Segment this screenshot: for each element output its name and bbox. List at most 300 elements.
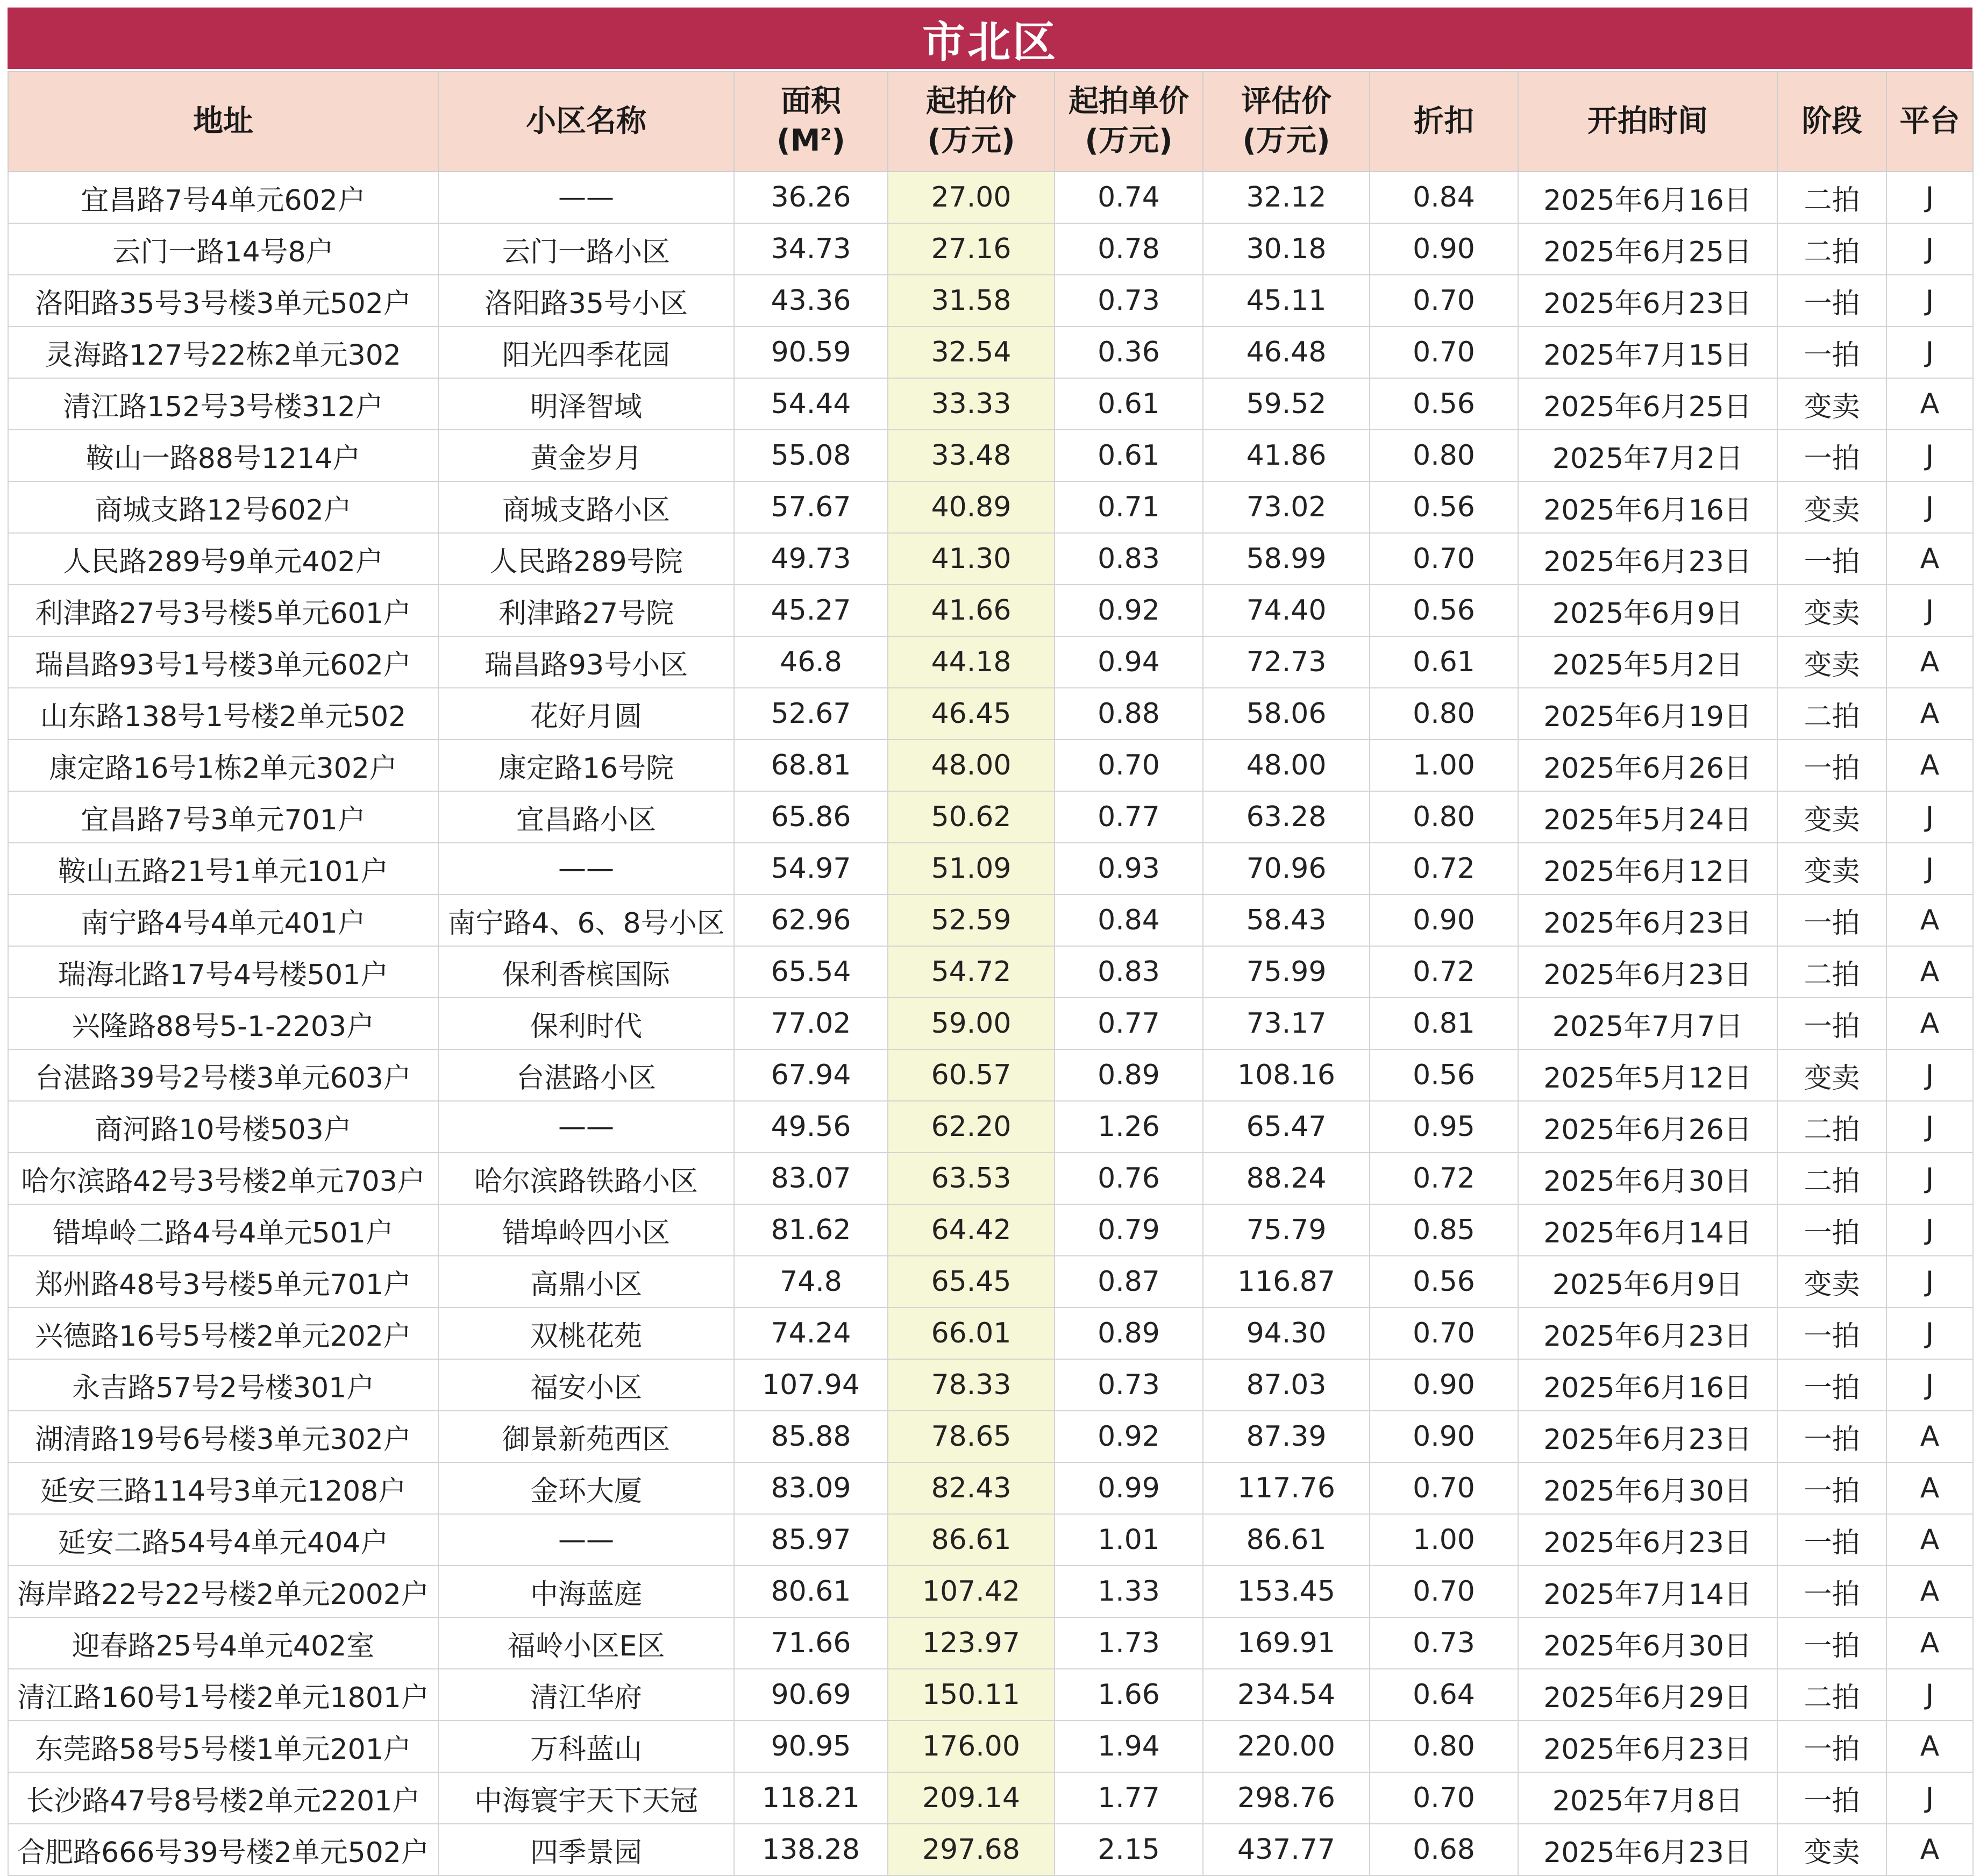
auction-date-cell: 2025年5月12日 bbox=[1518, 1049, 1777, 1101]
stage-cell: 一拍 bbox=[1777, 998, 1886, 1049]
discount-cell: 0.70 bbox=[1370, 1566, 1518, 1617]
start-price-cell: 297.68 bbox=[888, 1824, 1055, 1875]
discount-cell: 0.56 bbox=[1370, 378, 1518, 430]
table-row bbox=[8, 894, 1973, 946]
table-row bbox=[8, 378, 1973, 430]
address-cell: 山东路138号1号楼2单元502 bbox=[8, 688, 438, 740]
auction-date-cell: 2025年6月9日 bbox=[1518, 585, 1777, 636]
eval-price-cell: 30.18 bbox=[1203, 223, 1370, 275]
unit-price-cell: 1.66 bbox=[1055, 1669, 1203, 1721]
stage-cell: 变卖 bbox=[1777, 843, 1886, 894]
platform-cell: A bbox=[1886, 688, 1973, 740]
community-cell: 金环大厦 bbox=[438, 1462, 734, 1514]
auction-date-cell: 2025年6月23日 bbox=[1518, 1411, 1777, 1462]
auction-date-cell: 2025年6月23日 bbox=[1518, 946, 1777, 998]
auction-date-cell: 2025年6月26日 bbox=[1518, 1101, 1777, 1153]
auction-date-cell: 2025年7月8日 bbox=[1518, 1772, 1777, 1824]
unit-price-cell: 0.36 bbox=[1055, 326, 1203, 378]
table-row bbox=[8, 1204, 1973, 1256]
start-price-cell: 63.53 bbox=[888, 1153, 1055, 1204]
table-row bbox=[8, 1669, 1973, 1721]
eval-price-cell: 75.79 bbox=[1203, 1204, 1370, 1256]
eval-price-cell: 298.76 bbox=[1203, 1772, 1370, 1824]
eval-price-cell: 45.11 bbox=[1203, 275, 1370, 326]
stage-cell: 一拍 bbox=[1777, 326, 1886, 378]
stage-cell: 变卖 bbox=[1777, 481, 1886, 533]
address-cell: 南宁路4号4单元401户 bbox=[8, 894, 438, 946]
area-cell: 74.24 bbox=[734, 1307, 888, 1359]
stage-cell: 一拍 bbox=[1777, 1411, 1886, 1462]
unit-price-cell: 1.73 bbox=[1055, 1617, 1203, 1669]
unit-price-cell: 0.79 bbox=[1055, 1204, 1203, 1256]
area-cell: 90.59 bbox=[734, 326, 888, 378]
eval-price-cell: 59.52 bbox=[1203, 378, 1370, 430]
eval-price-cell: 88.24 bbox=[1203, 1153, 1370, 1204]
header-area: 面积 $(M^2)$ bbox=[734, 72, 888, 172]
start-price-cell: 31.58 bbox=[888, 275, 1055, 326]
auction-date-cell: 2025年5月24日 bbox=[1518, 791, 1777, 843]
unit-price-cell: 0.89 bbox=[1055, 1307, 1203, 1359]
stage-cell: 一拍 bbox=[1777, 1462, 1886, 1514]
area-cell: 71.66 bbox=[734, 1617, 888, 1669]
area-cell: 90.69 bbox=[734, 1669, 888, 1721]
platform-cell: J bbox=[1886, 843, 1973, 894]
community-cell: 万科蓝山 bbox=[438, 1721, 734, 1772]
auction-sheet bbox=[8, 8, 1972, 1876]
unit-price-cell: 1.94 bbox=[1055, 1721, 1203, 1772]
community-cell: 高鼎小区 bbox=[438, 1256, 734, 1307]
area-cell: 54.44 bbox=[734, 378, 888, 430]
community-cell: 双桃花苑 bbox=[438, 1307, 734, 1359]
address-cell: 清江路160号1号楼2单元1801户 bbox=[8, 1669, 438, 1721]
address-cell: 合肥路666号39号楼2单元502户 bbox=[8, 1824, 438, 1875]
address-cell: 长沙路47号8号楼2单元2201户 bbox=[8, 1772, 438, 1824]
discount-cell: 0.70 bbox=[1370, 275, 1518, 326]
eval-price-cell: 108.16 bbox=[1203, 1049, 1370, 1101]
unit-price-cell: 1.26 bbox=[1055, 1101, 1203, 1153]
eval-price-cell: 73.02 bbox=[1203, 481, 1370, 533]
table-row bbox=[8, 843, 1973, 894]
eval-price-cell: 32.12 bbox=[1203, 172, 1370, 223]
address-cell: 洛阳路35号3号楼3单元502户 bbox=[8, 275, 438, 326]
address-cell: 兴隆路88号5-1-2203户 bbox=[8, 998, 438, 1049]
area-cell: 81.62 bbox=[734, 1204, 888, 1256]
unit-price-cell: 0.88 bbox=[1055, 688, 1203, 740]
discount-cell: 1.00 bbox=[1370, 740, 1518, 791]
start-price-cell: 27.16 bbox=[888, 223, 1055, 275]
area-cell: 67.94 bbox=[734, 1049, 888, 1101]
table-row bbox=[8, 946, 1973, 998]
start-price-cell: 78.33 bbox=[888, 1359, 1055, 1411]
header-start-price: 起拍价 (万元) bbox=[888, 72, 1055, 172]
stage-cell: 变卖 bbox=[1777, 1824, 1886, 1875]
table-row bbox=[8, 636, 1973, 688]
start-price-cell: 41.30 bbox=[888, 533, 1055, 585]
area-cell: 34.73 bbox=[734, 223, 888, 275]
eval-price-cell: 87.03 bbox=[1203, 1359, 1370, 1411]
table-row bbox=[8, 998, 1973, 1049]
unit-price-cell: 0.94 bbox=[1055, 636, 1203, 688]
community-cell: 错埠岭四小区 bbox=[438, 1204, 734, 1256]
eval-price-cell: 220.00 bbox=[1203, 1721, 1370, 1772]
table-row bbox=[8, 585, 1973, 636]
auction-date-cell: 2025年6月12日 bbox=[1518, 843, 1777, 894]
platform-cell: A bbox=[1886, 1411, 1973, 1462]
start-price-cell: 62.20 bbox=[888, 1101, 1055, 1153]
community-cell: 人民路289号院 bbox=[438, 533, 734, 585]
area-cell: 45.27 bbox=[734, 585, 888, 636]
auction-date-cell: 2025年7月15日 bbox=[1518, 326, 1777, 378]
table-row bbox=[8, 275, 1973, 326]
unit-price-cell: 0.93 bbox=[1055, 843, 1203, 894]
stage-cell: 二拍 bbox=[1777, 688, 1886, 740]
platform-cell: J bbox=[1886, 275, 1973, 326]
community-cell: 台湛路小区 bbox=[438, 1049, 734, 1101]
platform-cell: A bbox=[1886, 636, 1973, 688]
stage-cell: 二拍 bbox=[1777, 1153, 1886, 1204]
platform-cell: A bbox=[1886, 1462, 1973, 1514]
stage-cell: 一拍 bbox=[1777, 1617, 1886, 1669]
platform-cell: A bbox=[1886, 378, 1973, 430]
discount-cell: 0.70 bbox=[1370, 1772, 1518, 1824]
area-cell: 65.86 bbox=[734, 791, 888, 843]
table-row bbox=[8, 1514, 1973, 1566]
discount-cell: 0.56 bbox=[1370, 1049, 1518, 1101]
eval-price-cell: 70.96 bbox=[1203, 843, 1370, 894]
discount-cell: 0.80 bbox=[1370, 688, 1518, 740]
area-cell: 118.21 bbox=[734, 1772, 888, 1824]
unit-price-cell: 0.73 bbox=[1055, 275, 1203, 326]
discount-cell: 0.70 bbox=[1370, 326, 1518, 378]
auction-date-cell: 2025年6月26日 bbox=[1518, 740, 1777, 791]
discount-cell: 0.81 bbox=[1370, 998, 1518, 1049]
discount-cell: 0.61 bbox=[1370, 636, 1518, 688]
stage-cell: 一拍 bbox=[1777, 1307, 1886, 1359]
unit-price-cell: 0.92 bbox=[1055, 585, 1203, 636]
table-row bbox=[8, 1411, 1973, 1462]
stage-cell: 二拍 bbox=[1777, 1669, 1886, 1721]
address-cell: 延安三路114号3单元1208户 bbox=[8, 1462, 438, 1514]
start-price-cell: 176.00 bbox=[888, 1721, 1055, 1772]
unit-price-cell: 0.61 bbox=[1055, 378, 1203, 430]
start-price-cell: 86.61 bbox=[888, 1514, 1055, 1566]
discount-cell: 0.80 bbox=[1370, 1721, 1518, 1772]
table-row bbox=[8, 533, 1973, 585]
community-cell: 中海寰宇天下天冠 bbox=[438, 1772, 734, 1824]
stage-cell: 一拍 bbox=[1777, 533, 1886, 585]
area-cell: 49.56 bbox=[734, 1101, 888, 1153]
platform-cell: J bbox=[1886, 326, 1973, 378]
table-row bbox=[8, 1049, 1973, 1101]
eval-price-cell: 153.45 bbox=[1203, 1566, 1370, 1617]
eval-price-cell: 48.00 bbox=[1203, 740, 1370, 791]
platform-cell: J bbox=[1886, 1359, 1973, 1411]
auction-date-cell: 2025年6月19日 bbox=[1518, 688, 1777, 740]
stage-cell: 变卖 bbox=[1777, 1049, 1886, 1101]
auction-date-cell: 2025年6月16日 bbox=[1518, 481, 1777, 533]
auction-date-cell: 2025年5月2日 bbox=[1518, 636, 1777, 688]
area-cell: 49.73 bbox=[734, 533, 888, 585]
discount-cell: 0.95 bbox=[1370, 1101, 1518, 1153]
stage-cell: 一拍 bbox=[1777, 1514, 1886, 1566]
header-community: 小区名称 bbox=[438, 72, 734, 172]
community-cell: 康定路16号院 bbox=[438, 740, 734, 791]
discount-cell: 0.64 bbox=[1370, 1669, 1518, 1721]
stage-cell: 变卖 bbox=[1777, 636, 1886, 688]
start-price-cell: 51.09 bbox=[888, 843, 1055, 894]
start-price-cell: 50.62 bbox=[888, 791, 1055, 843]
area-cell: 85.97 bbox=[734, 1514, 888, 1566]
stage-cell: 变卖 bbox=[1777, 585, 1886, 636]
platform-cell: J bbox=[1886, 1101, 1973, 1153]
platform-cell: J bbox=[1886, 481, 1973, 533]
eval-price-cell: 74.40 bbox=[1203, 585, 1370, 636]
area-cell: 85.88 bbox=[734, 1411, 888, 1462]
community-cell: 明泽智域 bbox=[438, 378, 734, 430]
address-cell: 云门一路14号8户 bbox=[8, 223, 438, 275]
auction-date-cell: 2025年6月14日 bbox=[1518, 1204, 1777, 1256]
auction-date-cell: 2025年6月16日 bbox=[1518, 172, 1777, 223]
header-eval-price: 评估价 (万元) bbox=[1203, 72, 1370, 172]
community-cell: 商城支路小区 bbox=[438, 481, 734, 533]
start-price-cell: 44.18 bbox=[888, 636, 1055, 688]
community-cell: 瑞昌路93号小区 bbox=[438, 636, 734, 688]
unit-price-cell: 0.77 bbox=[1055, 998, 1203, 1049]
platform-cell: A bbox=[1886, 998, 1973, 1049]
community-cell: 福岭小区E区 bbox=[438, 1617, 734, 1669]
start-price-cell: 27.00 bbox=[888, 172, 1055, 223]
header-row bbox=[8, 72, 1973, 172]
address-cell: 灵海路127号22栋2单元302 bbox=[8, 326, 438, 378]
platform-cell: J bbox=[1886, 791, 1973, 843]
platform-cell: J bbox=[1886, 1204, 1973, 1256]
community-cell: 南宁路4、6、8号小区 bbox=[438, 894, 734, 946]
platform-cell: J bbox=[1886, 223, 1973, 275]
address-cell: 康定路16号1栋2单元302户 bbox=[8, 740, 438, 791]
table-row bbox=[8, 1462, 1973, 1514]
stage-cell: 一拍 bbox=[1777, 430, 1886, 481]
platform-cell: J bbox=[1886, 430, 1973, 481]
auction-date-cell: 2025年6月25日 bbox=[1518, 223, 1777, 275]
header-stage: 阶段 bbox=[1777, 72, 1886, 172]
address-cell: 郑州路48号3号楼5单元701户 bbox=[8, 1256, 438, 1307]
discount-cell: 0.90 bbox=[1370, 1359, 1518, 1411]
discount-cell: 0.90 bbox=[1370, 1411, 1518, 1462]
area-cell: 90.95 bbox=[734, 1721, 888, 1772]
header-discount: 折扣 bbox=[1370, 72, 1518, 172]
unit-price-cell: 0.84 bbox=[1055, 894, 1203, 946]
auction-date-cell: 2025年6月30日 bbox=[1518, 1617, 1777, 1669]
unit-price-cell: 1.01 bbox=[1055, 1514, 1203, 1566]
area-cell: 83.07 bbox=[734, 1153, 888, 1204]
auction-date-cell: 2025年6月23日 bbox=[1518, 275, 1777, 326]
stage-cell: 一拍 bbox=[1777, 1204, 1886, 1256]
community-cell: —— bbox=[438, 1101, 734, 1153]
community-cell: —— bbox=[438, 1514, 734, 1566]
eval-price-cell: 117.76 bbox=[1203, 1462, 1370, 1514]
header-address: 地址 bbox=[8, 72, 438, 172]
header-auction-date: 开拍时间 bbox=[1518, 72, 1777, 172]
discount-cell: 0.90 bbox=[1370, 894, 1518, 946]
eval-price-cell: 86.61 bbox=[1203, 1514, 1370, 1566]
stage-cell: 一拍 bbox=[1777, 1772, 1886, 1824]
start-price-cell: 60.57 bbox=[888, 1049, 1055, 1101]
stage-cell: 二拍 bbox=[1777, 172, 1886, 223]
address-cell: 错埠岭二路4号4单元501户 bbox=[8, 1204, 438, 1256]
unit-price-cell: 0.74 bbox=[1055, 172, 1203, 223]
auction-date-cell: 2025年6月30日 bbox=[1518, 1462, 1777, 1514]
start-price-cell: 40.89 bbox=[888, 481, 1055, 533]
table-row bbox=[8, 1824, 1973, 1875]
address-cell: 商城支路12号602户 bbox=[8, 481, 438, 533]
community-cell: 阳光四季花园 bbox=[438, 326, 734, 378]
start-price-cell: 66.01 bbox=[888, 1307, 1055, 1359]
address-cell: 东莞路58号5号楼1单元201户 bbox=[8, 1721, 438, 1772]
auction-date-cell: 2025年6月25日 bbox=[1518, 378, 1777, 430]
stage-cell: 一拍 bbox=[1777, 740, 1886, 791]
discount-cell: 0.70 bbox=[1370, 533, 1518, 585]
auction-date-cell: 2025年6月23日 bbox=[1518, 1824, 1777, 1875]
discount-cell: 0.73 bbox=[1370, 1617, 1518, 1669]
discount-cell: 0.85 bbox=[1370, 1204, 1518, 1256]
unit-price-cell: 2.15 bbox=[1055, 1824, 1203, 1875]
start-price-cell: 123.97 bbox=[888, 1617, 1055, 1669]
eval-price-cell: 41.86 bbox=[1203, 430, 1370, 481]
community-cell: 利津路27号院 bbox=[438, 585, 734, 636]
address-cell: 兴德路16号5号楼2单元202户 bbox=[8, 1307, 438, 1359]
platform-cell: J bbox=[1886, 1669, 1973, 1721]
community-cell: 宜昌路小区 bbox=[438, 791, 734, 843]
start-price-cell: 65.45 bbox=[888, 1256, 1055, 1307]
platform-cell: A bbox=[1886, 1824, 1973, 1875]
eval-price-cell: 63.28 bbox=[1203, 791, 1370, 843]
table-row bbox=[8, 1101, 1973, 1153]
unit-price-cell: 0.83 bbox=[1055, 946, 1203, 998]
stage-cell: 变卖 bbox=[1777, 1256, 1886, 1307]
stage-cell: 一拍 bbox=[1777, 1566, 1886, 1617]
area-cell: 54.97 bbox=[734, 843, 888, 894]
unit-price-cell: 0.87 bbox=[1055, 1256, 1203, 1307]
area-cell: 57.67 bbox=[734, 481, 888, 533]
eval-price-cell: 72.73 bbox=[1203, 636, 1370, 688]
community-cell: 保利时代 bbox=[438, 998, 734, 1049]
platform-cell: A bbox=[1886, 894, 1973, 946]
community-cell: 黄金岁月 bbox=[438, 430, 734, 481]
auction-date-cell: 2025年6月23日 bbox=[1518, 1514, 1777, 1566]
table-row bbox=[8, 1256, 1973, 1307]
stage-cell: 二拍 bbox=[1777, 946, 1886, 998]
eval-price-cell: 437.77 bbox=[1203, 1824, 1370, 1875]
sheet-title: 市北区 bbox=[8, 8, 1972, 71]
start-price-cell: 107.42 bbox=[888, 1566, 1055, 1617]
stage-cell: 变卖 bbox=[1777, 791, 1886, 843]
unit-price-cell: 0.77 bbox=[1055, 791, 1203, 843]
discount-cell: 0.70 bbox=[1370, 1307, 1518, 1359]
community-cell: 洛阳路35号小区 bbox=[438, 275, 734, 326]
stage-cell: 一拍 bbox=[1777, 1359, 1886, 1411]
discount-cell: 0.68 bbox=[1370, 1824, 1518, 1875]
unit-price-cell: 0.73 bbox=[1055, 1359, 1203, 1411]
discount-cell: 0.56 bbox=[1370, 481, 1518, 533]
table-row bbox=[8, 1721, 1973, 1772]
table-row bbox=[8, 1307, 1973, 1359]
table-row bbox=[8, 740, 1973, 791]
stage-cell: 一拍 bbox=[1777, 275, 1886, 326]
discount-cell: 0.84 bbox=[1370, 172, 1518, 223]
unit-price-cell: 0.76 bbox=[1055, 1153, 1203, 1204]
table-row bbox=[8, 172, 1973, 223]
area-cell: 80.61 bbox=[734, 1566, 888, 1617]
table-row bbox=[8, 688, 1973, 740]
auction-date-cell: 2025年6月16日 bbox=[1518, 1359, 1777, 1411]
start-price-cell: 209.14 bbox=[888, 1772, 1055, 1824]
platform-cell: J bbox=[1886, 172, 1973, 223]
table-row bbox=[8, 430, 1973, 481]
eval-price-cell: 169.91 bbox=[1203, 1617, 1370, 1669]
address-cell: 宜昌路7号3单元701户 bbox=[8, 791, 438, 843]
unit-price-cell: 0.89 bbox=[1055, 1049, 1203, 1101]
auction-date-cell: 2025年6月23日 bbox=[1518, 1307, 1777, 1359]
start-price-cell: 59.00 bbox=[888, 998, 1055, 1049]
discount-cell: 1.00 bbox=[1370, 1514, 1518, 1566]
address-cell: 鞍山一路88号1214户 bbox=[8, 430, 438, 481]
table-row bbox=[8, 1772, 1973, 1824]
table-body bbox=[8, 172, 1973, 1875]
start-price-cell: 33.33 bbox=[888, 378, 1055, 430]
discount-cell: 0.72 bbox=[1370, 1153, 1518, 1204]
discount-cell: 0.80 bbox=[1370, 791, 1518, 843]
start-price-cell: 54.72 bbox=[888, 946, 1055, 998]
table-row bbox=[8, 1153, 1973, 1204]
eval-price-cell: 65.47 bbox=[1203, 1101, 1370, 1153]
unit-price-cell: 0.70 bbox=[1055, 740, 1203, 791]
header-platform: 平台 bbox=[1886, 72, 1973, 172]
auction-date-cell: 2025年7月14日 bbox=[1518, 1566, 1777, 1617]
start-price-cell: 33.48 bbox=[888, 430, 1055, 481]
address-cell: 瑞昌路93号1号楼3单元602户 bbox=[8, 636, 438, 688]
address-cell: 商河路10号楼503户 bbox=[8, 1101, 438, 1153]
area-cell: 68.81 bbox=[734, 740, 888, 791]
address-cell: 利津路27号3号楼5单元601户 bbox=[8, 585, 438, 636]
unit-price-cell: 1.77 bbox=[1055, 1772, 1203, 1824]
platform-cell: A bbox=[1886, 740, 1973, 791]
address-cell: 延安二路54号4单元404户 bbox=[8, 1514, 438, 1566]
address-cell: 清江路152号3号楼312户 bbox=[8, 378, 438, 430]
start-price-cell: 32.54 bbox=[888, 326, 1055, 378]
platform-cell: A bbox=[1886, 946, 1973, 998]
discount-cell: 0.90 bbox=[1370, 223, 1518, 275]
start-price-cell: 46.45 bbox=[888, 688, 1055, 740]
platform-cell: J bbox=[1886, 585, 1973, 636]
discount-cell: 0.80 bbox=[1370, 430, 1518, 481]
community-cell: —— bbox=[438, 843, 734, 894]
unit-price-cell: 0.78 bbox=[1055, 223, 1203, 275]
address-cell: 湖清路19号6号楼3单元302户 bbox=[8, 1411, 438, 1462]
community-cell: 花好月圆 bbox=[438, 688, 734, 740]
community-cell: 哈尔滨路铁路小区 bbox=[438, 1153, 734, 1204]
area-cell: 36.26 bbox=[734, 172, 888, 223]
community-cell: 四季景园 bbox=[438, 1824, 734, 1875]
eval-price-cell: 58.43 bbox=[1203, 894, 1370, 946]
area-cell: 46.8 bbox=[734, 636, 888, 688]
auction-date-cell: 2025年6月23日 bbox=[1518, 533, 1777, 585]
platform-cell: A bbox=[1886, 1566, 1973, 1617]
start-price-cell: 82.43 bbox=[888, 1462, 1055, 1514]
community-cell: 云门一路小区 bbox=[438, 223, 734, 275]
discount-cell: 0.56 bbox=[1370, 1256, 1518, 1307]
area-cell: 43.36 bbox=[734, 275, 888, 326]
area-cell: 74.8 bbox=[734, 1256, 888, 1307]
